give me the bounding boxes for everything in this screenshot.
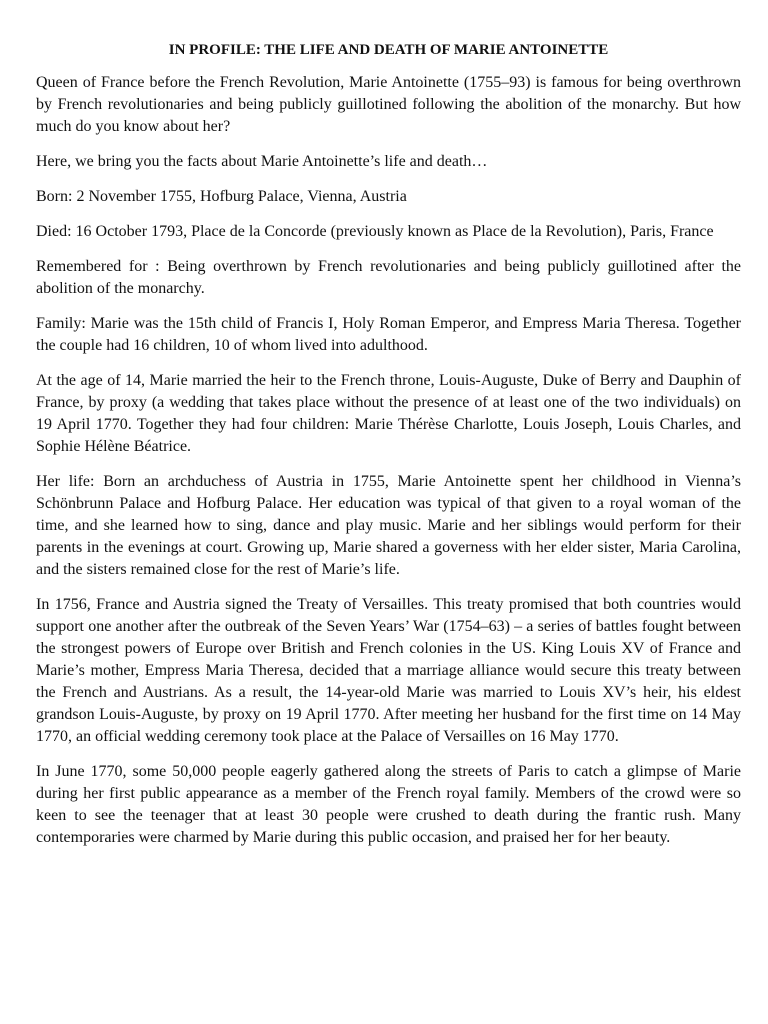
family-paragraph: Family: Marie was the 15th child of Francis I, Holy Roman Emperor, and Empress Maria Theresa. Together the couple had 16 children, 10 of whom lived into adulthood. [36,315,741,354]
born-paragraph: Born: 2 November 1755, Hofburg Palace, Vienna, Austria [36,188,407,205]
marriage-paragraph: At the age of 14, Marie married the heir to the French throne, Louis-Auguste, Duke of Berry and Dauphin of France, by proxy (a wedding that takes place without the presence of at least one of the two individuals) on 19 April 1770. Together they had four children: Marie Thérèse Charlotte, Louis Joseph, Louis Charles, and Sophie Hélène Béatrice. [36,372,741,455]
treaty-paragraph: In 1756, France and Austria signed the Treaty of Versailles. This treaty promised that both countries would support one another after the outbreak of the Seven Years’ War (1754–63) – a series of battles fought between the strongest powers of Europe over British and French colonies in the US. King Louis XV of France and Marie’s mother, Empress Maria Theresa, decided that a marriage alliance would secure this treaty between the French and Austrians. As a result, the 14-year-old Marie was married to Louis XV’s heir, his eldest grandson Louis-Auguste, by proxy on 19 April 1770. After meeting her husband for the first time on 14 May 1770, an official wedding ceremony took place at the Palace of Versailles on 16 May 1770. [36,596,741,745]
died-paragraph: Died: 16 October 1793, Place de la Concorde (previously known as Place de la Revolution), Paris, France [36,223,714,240]
her-life-paragraph: Her life: Born an archduchess of Austria in 1755, Marie Antoinette spent her childhood in Vienna’s Schönbrunn Palace and Hofburg Palace. Her education was typical of that given to a royal woman of the time, and she learned how to sing, dance and play music. Marie and her siblings would perform for their parents in the evenings at court. Growing up, Marie shared a governess with her elder sister, Maria Carolina, and the sisters remained close for the rest of Marie’s life. [36,473,741,578]
public-appearance-paragraph: In June 1770, some 50,000 people eagerly gathered along the streets of Paris to catch a glimpse of Marie during her first public appearance as a member of the French royal family. Members of the crowd were so keen to see the teenager that at least 30 people were crushed to death during the frantic rush. Many contemporaries were charmed by Marie during this public occasion, and praised her for her beauty. [36,763,741,846]
facts-intro-paragraph: Here, we bring you the facts about Marie Antoinette’s life and death… [36,153,488,170]
document-title: IN PROFILE: THE LIFE AND DEATH OF MARIE ANTOINETTE [168,42,609,58]
remembered-for-paragraph: Remembered for : Being overthrown by French revolutionaries and being publicly guillotined after the abolition of the monarchy. [36,258,741,297]
intro-paragraph: Queen of France before the French Revolution, Marie Antoinette (1755–93) is famous for being overthrown by French revolutionaries and being publicly guillotined following the abolition of the monarchy. But how much do you know about her? [36,74,741,135]
